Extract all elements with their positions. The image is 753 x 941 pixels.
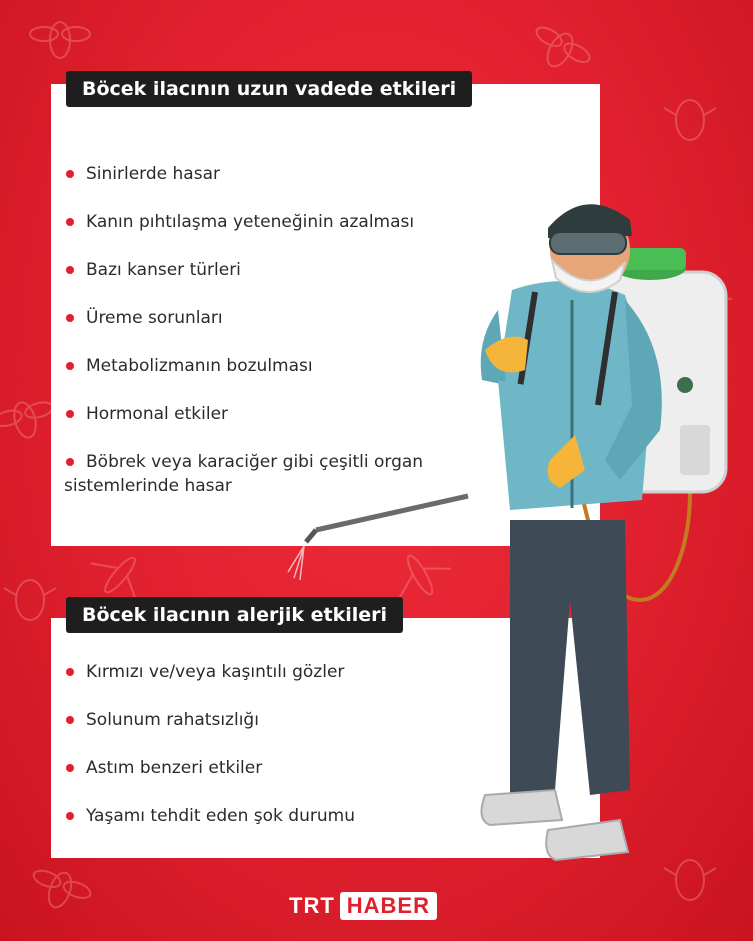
list-item: Metabolizmanın bozulması bbox=[64, 354, 534, 378]
list-item: Sinirlerde hasar bbox=[64, 162, 534, 186]
spray-wand bbox=[316, 496, 468, 530]
bullet-icon bbox=[66, 218, 74, 226]
list-item: Solunum rahatsızlığı bbox=[64, 708, 534, 732]
pest-control-worker-illustration bbox=[280, 180, 740, 880]
goggles bbox=[550, 232, 626, 254]
bullet-icon bbox=[66, 410, 74, 418]
list-item: Bazı kanser türleri bbox=[64, 258, 534, 282]
beetle-icon bbox=[4, 580, 56, 620]
trousers bbox=[510, 520, 630, 795]
list-item: Hormonal etkiler bbox=[64, 402, 534, 426]
bullet-icon bbox=[66, 266, 74, 274]
bullet-icon bbox=[66, 362, 74, 370]
list-item: Üreme sorunları bbox=[64, 306, 534, 330]
bullet-icon bbox=[66, 764, 74, 772]
logo-trt-text: TRT bbox=[289, 893, 335, 918]
section-1-title: Böcek ilacının uzun vadede etkileri bbox=[66, 71, 472, 107]
fly-icon bbox=[30, 22, 90, 58]
bullet-icon bbox=[66, 668, 74, 676]
list-item: Kırmızı ve/veya kaşıntılı gözler bbox=[64, 660, 534, 684]
fly-icon bbox=[525, 19, 595, 80]
fly-icon bbox=[26, 863, 95, 917]
trt-haber-logo bbox=[289, 890, 437, 922]
bullet-icon bbox=[66, 314, 74, 322]
bullet-icon bbox=[66, 458, 74, 466]
bullet-icon bbox=[66, 812, 74, 820]
fly-icon bbox=[0, 395, 59, 445]
bullet-icon bbox=[66, 716, 74, 724]
logo-haber-text: HABER bbox=[340, 892, 437, 920]
section-2-title: Böcek ilacının alerjik etkileri bbox=[66, 597, 403, 633]
list-item: Böbrek veya karaciğer gibi çeşitli organ sistemlerinde hasar bbox=[64, 452, 424, 496]
list-item: Astım benzeri etkiler bbox=[64, 756, 534, 780]
bullet-icon bbox=[66, 170, 74, 178]
list-item: Yaşamı tehdit eden şok durumu bbox=[64, 804, 534, 828]
list-item: Kanın pıhtılaşma yeteneğinin azalması bbox=[64, 210, 534, 234]
beetle-icon bbox=[664, 100, 716, 140]
